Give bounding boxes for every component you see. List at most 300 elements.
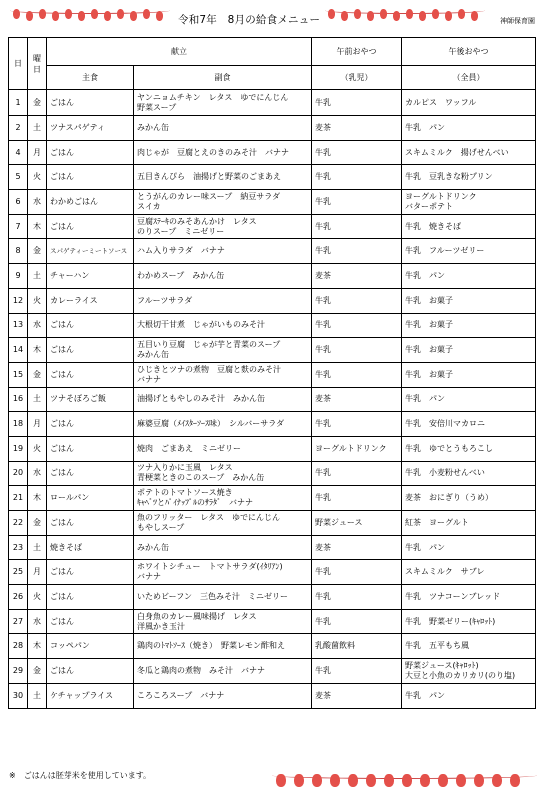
side-cell-text: みかん缶 <box>137 350 169 360</box>
header-pm-all: （全員） <box>402 66 536 90</box>
table-row <box>9 461 536 486</box>
pm-snack-cell-text: バターポテト <box>405 201 453 211</box>
table-row <box>9 436 536 461</box>
pm-snack-cell-text: 牛乳 小麦粉せんべい <box>405 468 485 478</box>
lantern-icon <box>458 9 465 19</box>
am-snack-cell-text: 麦茶 <box>315 394 331 404</box>
side-cell <box>134 560 312 585</box>
day-cell <box>9 461 28 486</box>
day-cell-text: 20 <box>12 468 24 478</box>
table-row <box>9 683 536 708</box>
staple-cell-text: ごはん <box>50 665 74 675</box>
side-cell-text: 焼肉 ごまあえ ミニゼリー <box>137 443 241 453</box>
pm-snack-cell-text: 牛乳 パン <box>405 690 445 700</box>
pm-snack-cell <box>402 560 536 585</box>
am-snack-cell-text: 牛乳 <box>315 147 331 157</box>
weekday-cell <box>28 90 47 116</box>
day-cell <box>9 387 28 412</box>
staple-cell-text: ごはん <box>50 320 74 330</box>
pm-snack-cell <box>402 190 536 215</box>
day-cell <box>9 362 28 387</box>
am-snack-cell-text: ヨーグルトドリンク <box>315 443 387 453</box>
lantern-icon <box>354 9 361 19</box>
weekday-cell-text: 土 <box>33 542 41 552</box>
lantern-icon <box>474 774 484 787</box>
pm-snack-cell-text: 牛乳 安倍川マカロニ <box>405 419 485 429</box>
side-cell-text: バナナ <box>137 572 161 582</box>
day-cell <box>9 585 28 610</box>
am-snack-cell-text: 麦茶 <box>315 122 331 132</box>
side-cell <box>134 313 312 338</box>
weekday-cell-text: 月 <box>33 419 41 429</box>
side-cell-text: わかめスープ みかん缶 <box>137 270 225 280</box>
am-snack-cell-text: 牛乳 <box>315 419 331 429</box>
pm-snack-cell-text: カルピス ワッフル <box>405 97 477 107</box>
table-row <box>9 585 536 610</box>
staple-cell <box>47 659 134 684</box>
weekday-cell <box>28 313 47 338</box>
am-snack-cell <box>312 560 402 585</box>
staple-cell <box>47 486 134 511</box>
side-cell-text: 五目きんぴら 油揚げと野菜のごまあえ <box>137 172 281 182</box>
staple-cell <box>47 387 134 412</box>
table-row <box>9 190 536 215</box>
lantern-icon <box>52 11 59 21</box>
day-cell-text: 7 <box>15 221 21 231</box>
day-cell-text: 9 <box>15 270 21 280</box>
pm-snack-cell-text: スキムミルク 揚げせんべい <box>405 147 509 157</box>
pm-snack-cell-text: 牛乳 豆乳きな粉プリン <box>405 172 493 182</box>
pm-snack-cell-text: 野菜ジュース(ｷｬﾛｯﾄ) <box>405 660 479 670</box>
staple-cell <box>47 239 134 264</box>
lantern-icon <box>384 774 394 787</box>
side-cell <box>134 412 312 437</box>
am-snack-cell-text: 牛乳 <box>315 345 331 355</box>
weekday-cell-text: 金 <box>33 246 41 256</box>
day-cell-text: 29 <box>12 665 24 675</box>
staple-cell-text: ごはん <box>50 97 74 107</box>
am-snack-cell <box>312 140 402 165</box>
weekday-cell <box>28 683 47 708</box>
pm-snack-cell <box>402 362 536 387</box>
side-cell <box>134 165 312 190</box>
table-row <box>9 387 536 412</box>
side-cell <box>134 486 312 511</box>
table-row <box>9 659 536 684</box>
staple-cell-text: ごはん <box>50 147 74 157</box>
am-snack-cell <box>312 609 402 634</box>
side-cell-text: 白身魚のカレー風味揚げ レタス <box>137 611 257 621</box>
weekday-cell-text: 水 <box>33 468 41 478</box>
weekday-cell <box>28 486 47 511</box>
lantern-icon <box>341 11 348 21</box>
header-weekday: 曜日 <box>28 38 47 90</box>
pm-snack-cell <box>402 461 536 486</box>
pm-snack-cell-text: 牛乳 五平もち風 <box>405 641 469 651</box>
header-side: 副食 <box>134 66 312 90</box>
side-cell-text: もやしスープ <box>137 522 185 532</box>
day-cell-text: 13 <box>12 320 24 330</box>
day-cell <box>9 412 28 437</box>
staple-cell <box>47 609 134 634</box>
side-cell-text: 野菜スープ <box>137 102 177 112</box>
day-cell <box>9 140 28 165</box>
pm-snack-cell-text: 牛乳 お菓子 <box>405 369 453 379</box>
am-snack-cell-text: 麦茶 <box>315 270 331 280</box>
pm-snack-cell <box>402 264 536 289</box>
pm-snack-cell <box>402 412 536 437</box>
staple-cell <box>47 683 134 708</box>
side-cell <box>134 214 312 239</box>
am-snack-cell-text: 牛乳 <box>315 320 331 330</box>
weekday-cell-text: 金 <box>33 369 41 379</box>
staple-cell-text: チャーハン <box>50 270 90 280</box>
lantern-icon <box>471 11 478 21</box>
table-row <box>9 412 536 437</box>
weekday-cell <box>28 436 47 461</box>
pm-snack-cell <box>402 387 536 412</box>
staple-cell-text: ごはん <box>50 443 74 453</box>
lantern-icon <box>39 9 46 19</box>
side-cell-text: バナナ <box>137 374 161 384</box>
pm-snack-cell-text: 牛乳 野菜ゼリー(ｷｬﾛｯﾄ) <box>405 616 496 626</box>
pm-snack-cell <box>402 313 536 338</box>
day-cell <box>9 90 28 116</box>
side-cell <box>134 116 312 141</box>
pm-snack-cell <box>402 90 536 116</box>
am-snack-cell-text: 牛乳 <box>315 665 331 675</box>
side-cell-text: ポテトのトマトソース焼き <box>137 488 233 498</box>
weekday-cell-text: 木 <box>33 221 41 231</box>
pm-snack-cell-text: 牛乳 パン <box>405 122 445 132</box>
day-cell-text: 21 <box>12 493 24 503</box>
weekday-cell-text: 金 <box>33 665 41 675</box>
am-snack-cell <box>312 165 402 190</box>
am-snack-cell-text: 牛乳 <box>315 97 331 107</box>
staple-cell-text: ツナスパゲティ <box>50 122 106 132</box>
pm-snack-cell <box>402 585 536 610</box>
pm-snack-cell-text: 牛乳 ツナコーンブレッド <box>405 591 501 601</box>
day-cell <box>9 560 28 585</box>
footer-note: ※ ごはんは胚芽米を使用しています。 <box>9 771 152 780</box>
staple-cell <box>47 535 134 560</box>
pm-snack-cell-text: 大豆と小魚のカリカリ(のり塩) <box>405 670 516 680</box>
day-cell <box>9 683 28 708</box>
am-snack-cell-text: 牛乳 <box>315 172 331 182</box>
am-snack-cell-text: 牛乳 <box>315 196 331 206</box>
pm-snack-cell <box>402 659 536 684</box>
table-row <box>9 486 536 511</box>
staple-cell <box>47 338 134 363</box>
lantern-icon <box>65 9 72 19</box>
weekday-cell-text: 月 <box>33 147 41 157</box>
day-cell <box>9 436 28 461</box>
side-cell <box>134 461 312 486</box>
day-cell-text: 28 <box>12 641 24 651</box>
am-snack-cell-text: 麦茶 <box>315 542 331 552</box>
table-row <box>9 560 536 585</box>
side-cell-text: 青梗菜ときのこのスープ みかん缶 <box>137 473 265 483</box>
lantern-icon <box>402 774 412 787</box>
lantern-icon <box>78 11 85 21</box>
weekday-cell <box>28 535 47 560</box>
side-cell <box>134 387 312 412</box>
header-menu: 献立 <box>47 38 312 66</box>
weekday-cell-text: 火 <box>33 172 41 182</box>
weekday-cell-text: 木 <box>33 493 41 503</box>
lantern-icon <box>432 9 439 19</box>
weekday-cell <box>28 585 47 610</box>
day-cell <box>9 511 28 536</box>
weekday-cell <box>28 362 47 387</box>
day-cell-text: 26 <box>12 591 24 601</box>
side-cell-text: ｷｬﾍﾞﾂとﾊﾟｲﾅｯﾌﾟﾙのｻﾗﾀﾞ バナナ <box>137 498 253 508</box>
weekday-cell-text: 火 <box>33 591 41 601</box>
side-cell-text: とうがんのカレー味スープ 納豆サラダ <box>137 191 281 201</box>
side-cell <box>134 634 312 659</box>
table-row <box>9 362 536 387</box>
staple-cell-text: コッペパン <box>50 641 90 651</box>
day-cell-text: 15 <box>12 369 24 379</box>
am-snack-cell <box>312 486 402 511</box>
side-cell <box>134 609 312 634</box>
table-row <box>9 165 536 190</box>
lantern-icon <box>130 11 137 21</box>
page-title: 令和7年 8月の給食メニュー <box>178 14 321 26</box>
lantern-icon <box>510 774 520 787</box>
am-snack-cell <box>312 214 402 239</box>
pm-snack-cell-text: 牛乳 フルーツゼリー <box>405 246 485 256</box>
day-cell-text: 27 <box>12 616 24 626</box>
weekday-cell-text: 金 <box>33 517 41 527</box>
day-cell-text: 5 <box>15 172 21 182</box>
lantern-icon <box>492 774 502 787</box>
am-snack-cell-text: 牛乳 <box>315 369 331 379</box>
am-snack-cell <box>312 362 402 387</box>
staple-cell-text: ケチャップライス <box>50 690 114 700</box>
side-cell <box>134 90 312 116</box>
header-staple: 主食 <box>47 66 134 90</box>
header-am-infant: （乳児） <box>312 66 402 90</box>
staple-cell-text: ごはん <box>50 345 74 355</box>
table-row <box>9 313 536 338</box>
header-am-snack: 午前おやつ <box>312 38 402 66</box>
pm-snack-cell-text: 紅茶 ヨーグルト <box>405 517 469 527</box>
side-cell <box>134 190 312 215</box>
side-cell <box>134 264 312 289</box>
am-snack-cell-text: 牛乳 <box>315 591 331 601</box>
side-cell-text: 麻婆豆腐（ﾒｲｽﾀｰｿｰｽ味） シルバーサラダ <box>137 419 285 429</box>
am-snack-cell <box>312 634 402 659</box>
staple-cell-text: カレーライス <box>50 295 98 305</box>
weekday-cell-text: 木 <box>33 345 41 355</box>
lantern-icon <box>367 11 374 21</box>
staple-cell <box>47 560 134 585</box>
side-cell <box>134 683 312 708</box>
table-row <box>9 288 536 313</box>
am-snack-cell-text: 野菜ジュース <box>315 517 363 527</box>
staple-cell <box>47 116 134 141</box>
pm-snack-cell <box>402 535 536 560</box>
weekday-cell-text: 火 <box>33 295 41 305</box>
weekday-cell-text: 木 <box>33 641 41 651</box>
pm-snack-cell-text: ヨーグルトドリンク <box>405 191 477 201</box>
weekday-cell <box>28 165 47 190</box>
day-cell <box>9 288 28 313</box>
day-cell <box>9 190 28 215</box>
staple-cell-text: 焼きそば <box>50 542 82 552</box>
am-snack-cell <box>312 585 402 610</box>
lantern-icon <box>419 11 426 21</box>
weekday-cell-text: 土 <box>33 690 41 700</box>
am-snack-cell <box>312 90 402 116</box>
table-row <box>9 90 536 116</box>
staple-cell <box>47 140 134 165</box>
day-cell <box>9 486 28 511</box>
side-cell <box>134 535 312 560</box>
day-cell <box>9 165 28 190</box>
weekday-cell <box>28 387 47 412</box>
day-cell <box>9 116 28 141</box>
day-cell-text: 4 <box>15 147 21 157</box>
side-cell <box>134 239 312 264</box>
staple-cell <box>47 634 134 659</box>
table-row <box>9 634 536 659</box>
am-snack-cell-text: 牛乳 <box>315 567 331 577</box>
lantern-garland-bottom <box>272 766 537 796</box>
staple-cell-text: ツナそぼろご飯 <box>50 394 106 404</box>
side-cell <box>134 585 312 610</box>
weekday-cell <box>28 239 47 264</box>
day-cell-text: 12 <box>12 295 24 305</box>
weekday-cell <box>28 412 47 437</box>
weekday-cell-text: 水 <box>33 196 41 206</box>
pm-snack-cell <box>402 683 536 708</box>
lantern-icon <box>276 774 286 787</box>
lantern-icon <box>26 11 33 21</box>
side-cell-text: みかん缶 <box>137 542 169 552</box>
weekday-cell-text: 土 <box>33 270 41 280</box>
side-cell-text: 豆腐ｽﾃｰｷのみそあんかけ レタス <box>137 216 257 226</box>
side-cell-text: 油揚げともやしのみそ汁 みかん缶 <box>137 394 265 404</box>
lantern-icon <box>13 9 20 19</box>
am-snack-cell <box>312 116 402 141</box>
am-snack-cell <box>312 535 402 560</box>
lantern-icon <box>104 11 111 21</box>
day-cell-text: 8 <box>15 246 21 256</box>
pm-snack-cell <box>402 165 536 190</box>
pm-snack-cell <box>402 486 536 511</box>
lantern-icon <box>91 9 98 19</box>
am-snack-cell <box>312 436 402 461</box>
am-snack-cell <box>312 190 402 215</box>
weekday-cell-text: 水 <box>33 320 41 330</box>
side-cell-text: 五目いり豆腐 じゃが芋と青菜のスープ <box>137 340 281 350</box>
pm-snack-cell-text: 牛乳 パン <box>405 542 445 552</box>
weekday-cell-text: 火 <box>33 443 41 453</box>
staple-cell <box>47 511 134 536</box>
day-cell-text: 22 <box>12 517 24 527</box>
table-row <box>9 214 536 239</box>
side-cell <box>134 288 312 313</box>
pm-snack-cell-text: 牛乳 お菓子 <box>405 345 453 355</box>
side-cell-text: のりスープ ミニゼリー <box>137 226 225 236</box>
day-cell-text: 6 <box>15 196 21 206</box>
day-cell-text: 2 <box>15 122 21 132</box>
side-cell-text: ツナ入りかに玉風 レタス <box>137 463 233 473</box>
staple-cell <box>47 362 134 387</box>
side-cell <box>134 338 312 363</box>
staple-cell-text: ごはん <box>50 468 74 478</box>
side-cell-text: 大根切干甘煮 じゃがいものみそ汁 <box>137 320 265 330</box>
side-cell-text: 肉じゃが 豆腐とえのきのみそ汁 バナナ <box>137 147 289 157</box>
pm-snack-cell <box>402 140 536 165</box>
header-pm-snack: 午後おやつ <box>402 38 536 66</box>
day-cell <box>9 264 28 289</box>
lantern-icon <box>456 774 466 787</box>
weekday-cell <box>28 560 47 585</box>
weekday-cell <box>28 461 47 486</box>
side-cell <box>134 511 312 536</box>
weekday-cell <box>28 264 47 289</box>
pm-snack-cell <box>402 338 536 363</box>
pm-snack-cell-text: 牛乳 パン <box>405 270 445 280</box>
lantern-garland-left <box>10 3 170 25</box>
header-day: 日 <box>9 38 28 90</box>
am-snack-cell <box>312 239 402 264</box>
am-snack-cell-text: 牛乳 <box>315 295 331 305</box>
table-row <box>9 511 536 536</box>
weekday-cell <box>28 214 47 239</box>
side-cell <box>134 362 312 387</box>
day-cell-text: 19 <box>12 443 24 453</box>
pm-snack-cell <box>402 609 536 634</box>
side-cell-text: みかん缶 <box>137 122 169 132</box>
pm-snack-cell-text: 牛乳 焼きそば <box>405 221 461 231</box>
side-cell-text: 鶏肉のﾄﾏﾄｿｰｽ（焼き） 野菜レモン酢和え <box>137 641 285 651</box>
staple-cell <box>47 412 134 437</box>
day-cell <box>9 338 28 363</box>
side-cell-text: 冬瓜と鶏肉の煮物 みそ汁 バナナ <box>137 665 265 675</box>
pm-snack-cell-text: 牛乳 お菓子 <box>405 320 453 330</box>
lantern-icon <box>312 774 322 787</box>
weekday-cell-text: 月 <box>33 567 41 577</box>
pm-snack-cell-text: 牛乳 ゆでとうもろこし <box>405 443 493 453</box>
weekday-cell <box>28 140 47 165</box>
am-snack-cell <box>312 338 402 363</box>
staple-cell <box>47 214 134 239</box>
am-snack-cell-text: 牛乳 <box>315 493 331 503</box>
weekday-cell-text: 金 <box>33 97 41 107</box>
staple-cell <box>47 436 134 461</box>
day-cell-text: 25 <box>12 567 24 577</box>
pm-snack-cell-text: 牛乳 お菓子 <box>405 295 453 305</box>
table-row <box>9 239 536 264</box>
pm-snack-cell <box>402 436 536 461</box>
pm-snack-cell <box>402 288 536 313</box>
staple-cell <box>47 264 134 289</box>
day-cell <box>9 634 28 659</box>
staple-cell <box>47 313 134 338</box>
weekday-cell <box>28 659 47 684</box>
am-snack-cell <box>312 511 402 536</box>
lantern-icon <box>406 9 413 19</box>
day-cell <box>9 313 28 338</box>
staple-cell <box>47 90 134 116</box>
menu-body <box>9 90 536 709</box>
lantern-icon <box>143 9 150 19</box>
side-cell-text: フルーツサラダ <box>137 295 193 305</box>
